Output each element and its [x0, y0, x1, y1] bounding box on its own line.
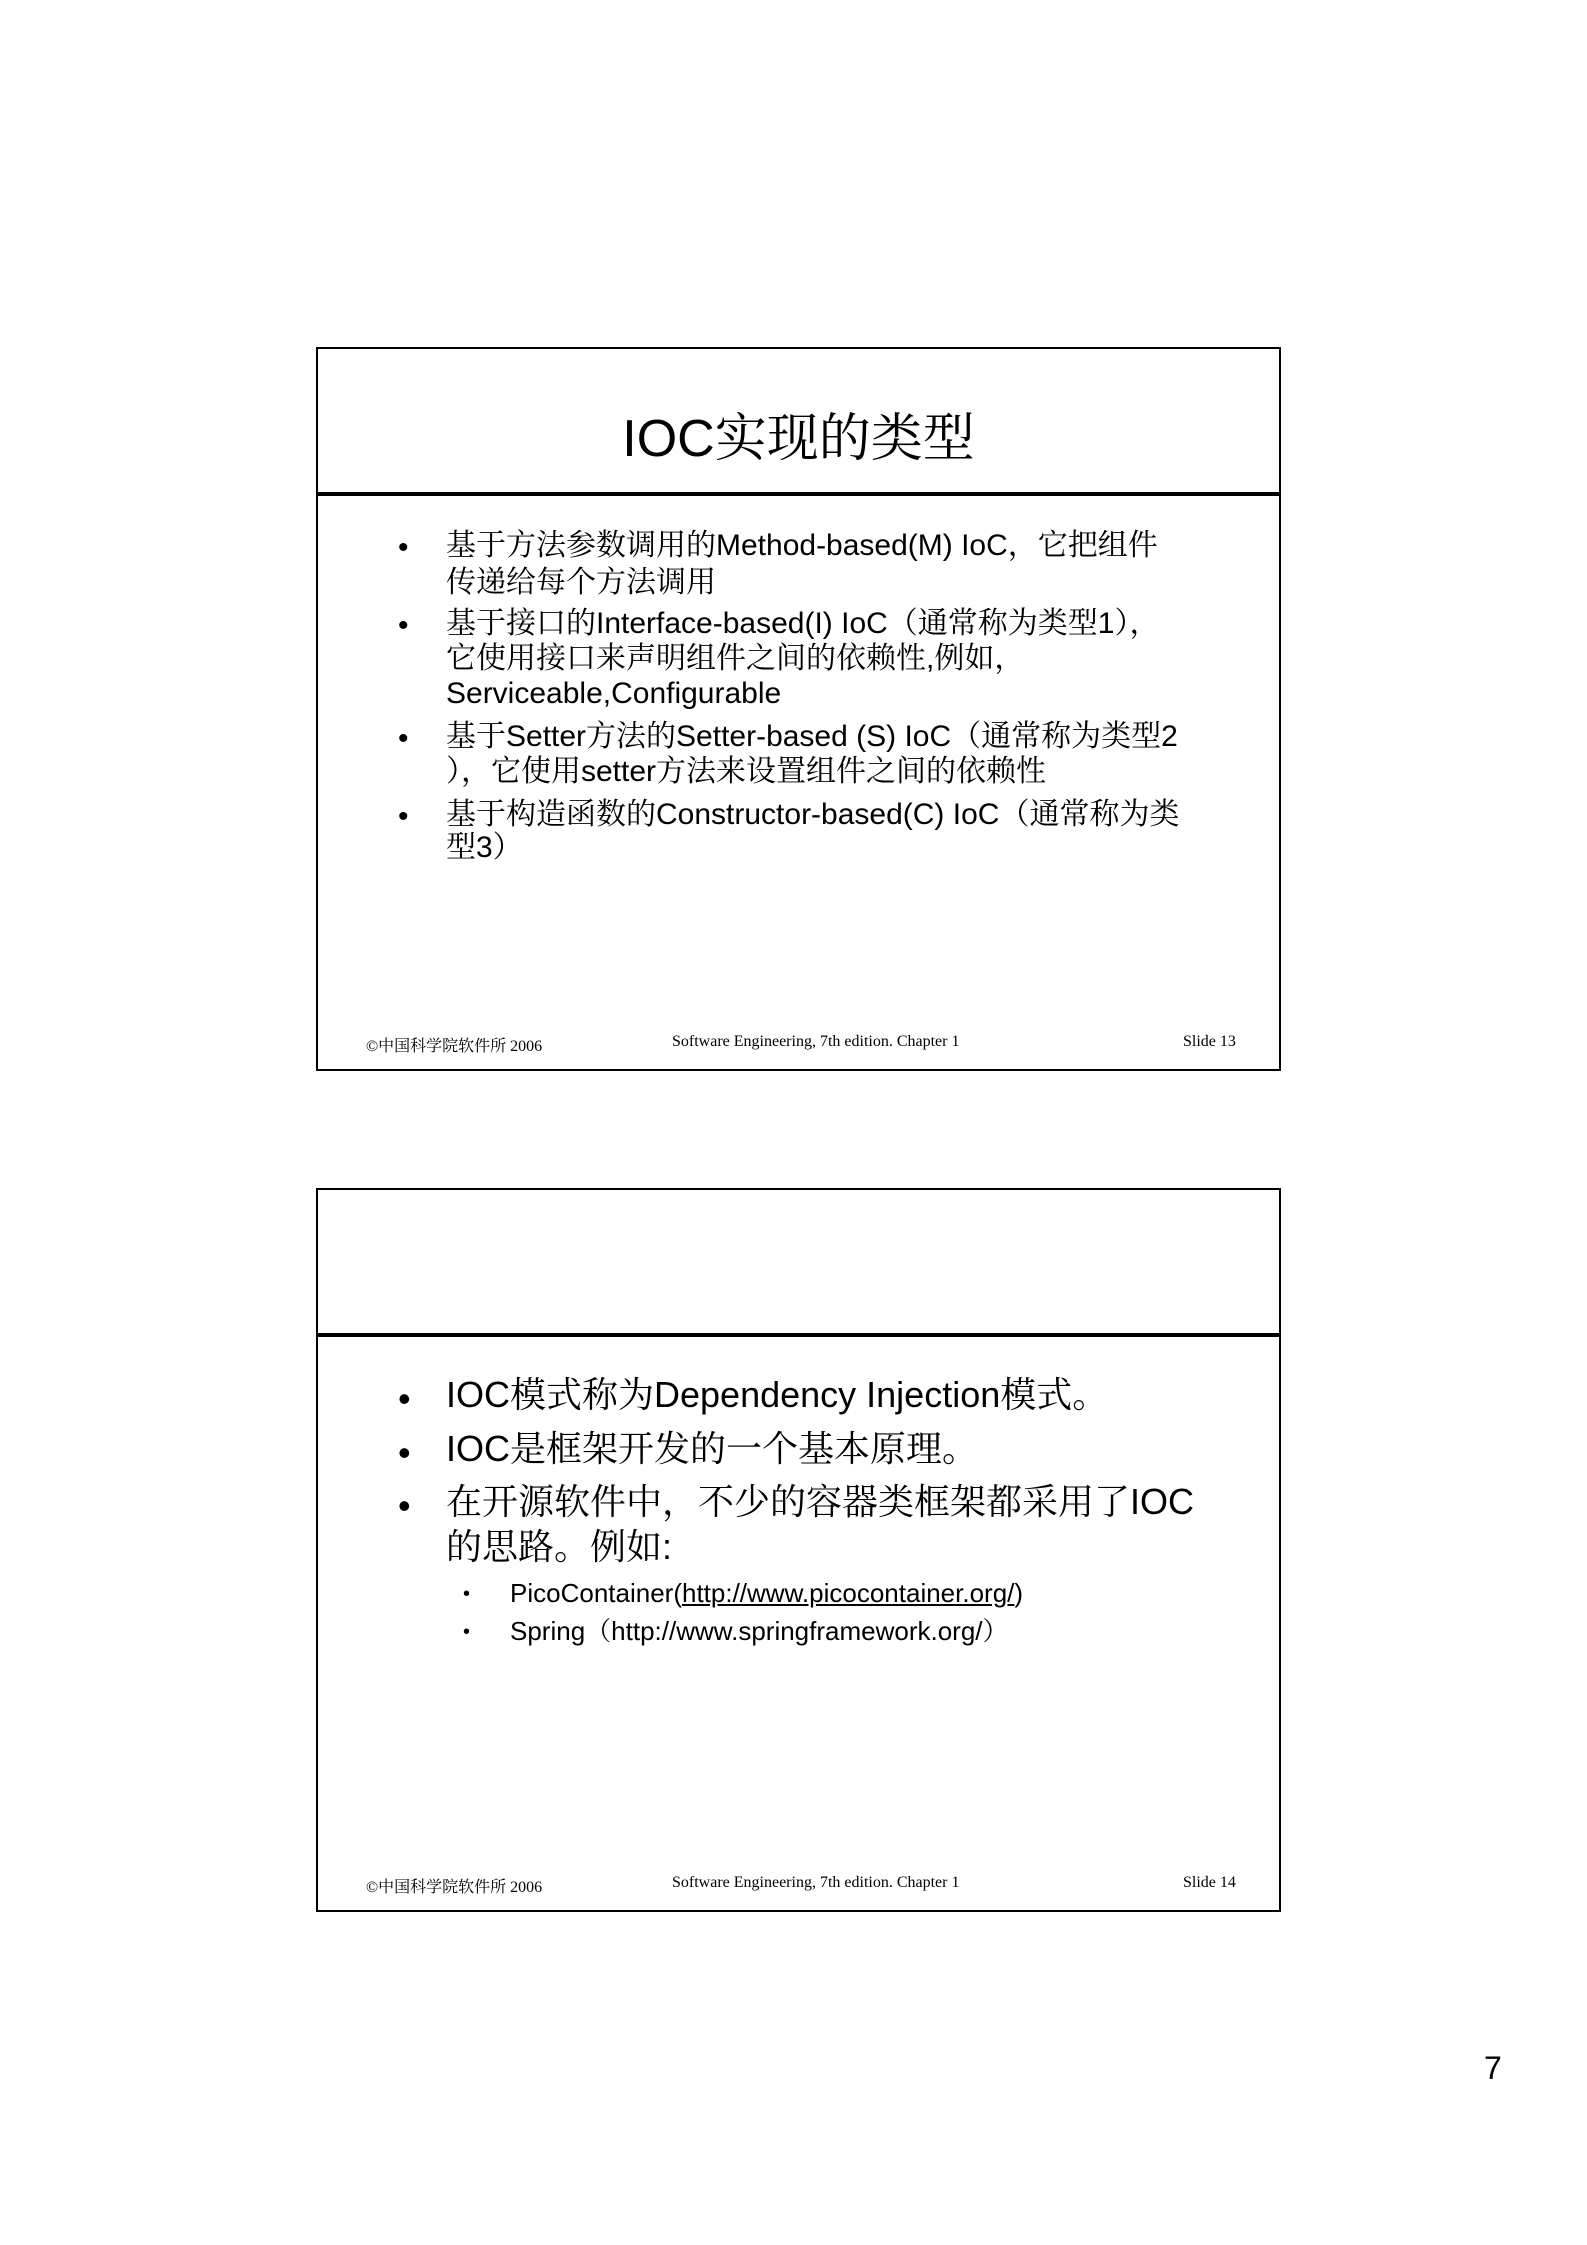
- sub-bullet-text: ): [1014, 1578, 1024, 1608]
- header-divider: [318, 492, 1279, 496]
- slide-title: IOC实现的类型: [622, 410, 975, 468]
- bullet-icon: •: [398, 1378, 411, 1419]
- bullet-text: 基于接口的Interface-based(I) IoC（通常称为类型1），: [446, 607, 1160, 640]
- bullet-icon: •: [398, 1432, 411, 1473]
- header-divider: [318, 1333, 1279, 1337]
- bullet-icon: •: [398, 531, 409, 564]
- bullet-text: ），它使用setter方法来设置组件之间的依赖性: [446, 755, 1047, 788]
- bullet-icon: •: [398, 722, 409, 755]
- slide-14: [316, 1188, 1281, 1912]
- bullet-text: Serviceable,Configurable: [446, 677, 782, 710]
- footer-copyright: ©中国科学院软件所 2006: [366, 1879, 543, 1896]
- sub-bullet-icon: •: [463, 1583, 471, 1605]
- slide-13: [316, 347, 1281, 1071]
- footer-slide-number: Slide 14: [1183, 1874, 1236, 1891]
- sub-bullet-icon: •: [463, 1621, 471, 1643]
- bullet-text: 型3）: [446, 831, 523, 864]
- sub-bullet-text: Spring（: [510, 1616, 612, 1646]
- page-number: 7: [1484, 2050, 1502, 2086]
- bullet-icon: •: [398, 1485, 411, 1526]
- sub-bullet-picocontainer: [510, 1577, 1023, 1609]
- footer-course: Software Engineering, 7th edition. Chapter 1: [672, 1874, 960, 1891]
- sub-bullet-text: ）: [982, 1616, 1009, 1646]
- bullet-text: IOC模式称为Dependency Injection模式。: [446, 1374, 1109, 1415]
- bullet-text: 基于Setter方法的Setter-based (S) IoC（通常称为类型2: [446, 720, 1178, 753]
- bullet-text: IOC是框架开发的一个基本原理。: [446, 1428, 979, 1469]
- picocontainer-link[interactable]: http://www.picocontainer.org/: [681, 1578, 1015, 1608]
- footer-course: Software Engineering, 7th edition. Chapter 1: [672, 1033, 960, 1050]
- bullet-icon: •: [398, 609, 409, 642]
- bullet-text: 基于构造函数的Constructor-based(C) IoC（通常称为类: [446, 798, 1180, 831]
- bullet-text: 的思路。例如:: [446, 1526, 673, 1567]
- spring-url: http://www.springframework.org/: [611, 1616, 983, 1646]
- footer-slide-number: Slide 13: [1183, 1033, 1236, 1050]
- sub-bullet-spring: [510, 1615, 1009, 1647]
- bullet-text: 基于方法参数调用的Method-based(M) IoC，它把组件: [446, 529, 1158, 562]
- bullet-text: 传递给每个方法调用: [446, 566, 716, 599]
- bullet-text: 它使用接口来声明组件之间的依赖性,例如，: [446, 642, 1025, 675]
- bullet-text: 在开源软件中，不少的容器类框架都采用了IOC: [446, 1481, 1195, 1522]
- sub-bullet-text: PicoContainer(: [510, 1578, 682, 1608]
- footer-copyright: ©中国科学院软件所 2006: [366, 1038, 543, 1055]
- bullet-icon: •: [398, 800, 409, 833]
